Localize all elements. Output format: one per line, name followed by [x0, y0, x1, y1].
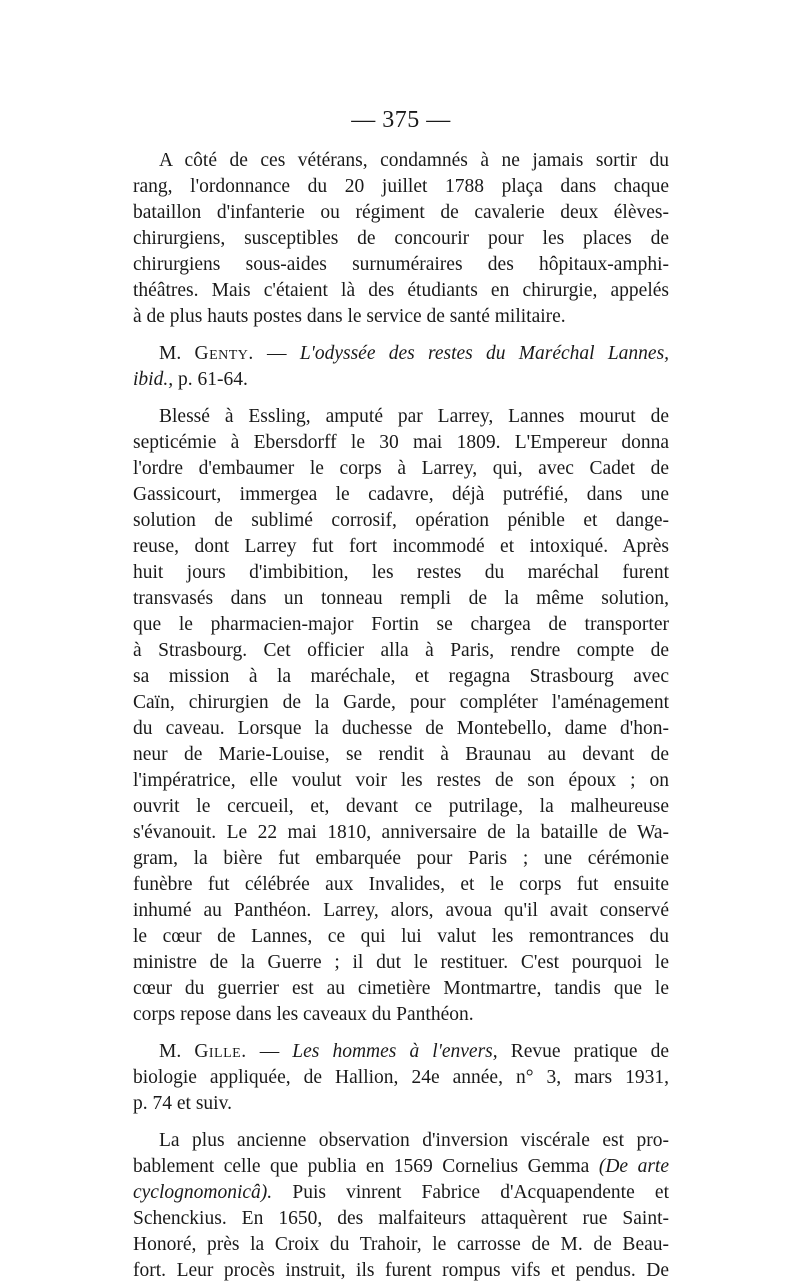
text-line: bataillon d'infanterie ou régiment de cavalerie deux élèves- [133, 202, 669, 223]
author-prefix: M. [159, 1041, 182, 1062]
text-line: le cœur de Lannes, ce qui lui valut les remontrances du [133, 926, 669, 947]
text-segment: Puis vinrent Fabrice d'Acquapendente et [292, 1182, 670, 1203]
reference-line: biologie appliquée, de Hallion, 24e année, n° 3, mars 1931, [133, 1067, 669, 1088]
text-line: reuse, dont Larrey fut fort incommodé et intoxiqué. Après [133, 536, 669, 557]
text-line: solution de sublimé corrosif, opération pénible et dange- [133, 510, 669, 531]
reference-line [133, 1039, 669, 1065]
text-line: ouvrit le cercueil, et, devant ce putrilage, la malheureuse [133, 796, 669, 817]
author-name: Genty. [194, 343, 254, 364]
paragraph-lannes [133, 404, 669, 1028]
text-line: s'évanouit. Le 22 mai 1810, anniversaire de la bataille de Wa- [133, 822, 669, 843]
text-line: chirurgiens, susceptibles de concourir pour les places de [133, 228, 669, 249]
article-title: Les hommes à l'envers, [292, 1041, 498, 1062]
reference-line [133, 367, 669, 393]
page-range: p. 61-64. [177, 369, 248, 390]
text-line: neur de Marie-Louise, se rendit à Braunau au devant de [133, 744, 669, 765]
text-line: que le pharmacien-major Fortin se chargea de transporter [133, 614, 669, 635]
book-title: cyclognomonicâ). [133, 1182, 273, 1203]
paragraph-veterans [133, 148, 669, 330]
text-line: fort. Leur procès instruit, ils furent rompus vifs et pendus. De [133, 1260, 669, 1281]
author-prefix: M. [159, 343, 182, 364]
text-line: gram, la bière fut embarquée pour Paris ; une cérémonie [133, 848, 669, 869]
text-line: l'ordre d'embaumer le corps à Larrey, qui, avec Cadet de [133, 458, 669, 479]
text-line: sa mission à la maréchale, et regagna Strasbourg avec [133, 666, 669, 687]
paragraph-inversion [133, 1128, 669, 1284]
text-line: A côté de ces vétérans, condamnés à ne jamais sortir du [159, 150, 669, 171]
reference-line [133, 341, 669, 367]
book-title: (De arte [598, 1156, 669, 1177]
page-number: — 375 — [351, 107, 451, 133]
text-line: Caïn, chirurgien de la Garde, pour compléter l'aménagement [133, 692, 669, 713]
text-line: inhumé au Panthéon. Larrey, alors, avoua qu'il avait conservé [133, 900, 669, 921]
text-line: rang, l'ordonnance du 20 juillet 1788 plaça dans chaque [133, 176, 669, 197]
text-line: théâtres. Mais c'étaient là des étudiants en chirurgie, appelés [133, 280, 669, 301]
text-line: cœur du guerrier est au cimetière Montmartre, tandis que le [133, 978, 669, 999]
text-line: Schenckius. En 1650, des malfaiteurs attaquèrent rue Saint- [133, 1208, 669, 1229]
text-column [133, 148, 669, 1284]
text-line: La plus ancienne observation d'inversion viscérale est pro- [159, 1130, 669, 1151]
text-line: Honoré, près la Croix du Trahoir, le carrosse de M. de Beau- [133, 1234, 669, 1255]
text-line: Gassicourt, immergea le cadavre, déjà putréfié, dans une [133, 484, 669, 505]
text-line: l'impératrice, elle voulut voir les restes de son époux ; on [133, 770, 669, 791]
text-line: corps repose dans les caveaux du Panthéon. [133, 1004, 474, 1025]
text-line [133, 1180, 669, 1206]
author-name: Gille. [194, 1041, 247, 1062]
journal-name: Revue pratique de [510, 1041, 670, 1062]
ibid: ibid., [133, 369, 174, 390]
text-line: à de plus hauts postes dans le service de santé militaire. [133, 306, 566, 327]
text-line: septicémie à Ebersdorff le 30 mai 1809. L'Empereur donna [133, 432, 669, 453]
reference-gille [133, 1039, 669, 1117]
text-line [133, 1154, 669, 1180]
text-line: transvasés dans un tonneau rempli de la même solution, [133, 588, 669, 609]
text-segment: bablement celle que publia en 1569 Cornelius Gemma [133, 1156, 590, 1177]
article-title: L'odyssée des restes du Maréchal Lannes, [299, 343, 670, 364]
dash: — [259, 1041, 280, 1062]
reference-line: p. 74 et suiv. [133, 1093, 232, 1114]
text-line: Blessé à Essling, amputé par Larrey, Lannes mourut de [159, 406, 669, 427]
text-line: ministre de la Guerre ; il dut le restituer. C'est pourquoi le [133, 952, 669, 973]
text-line: huit jours d'imbibition, les restes du maréchal furent [133, 562, 669, 583]
reference-genty [133, 341, 669, 393]
text-line: funèbre fut célébrée aux Invalides, et le corps fut ensuite [133, 874, 669, 895]
text-line: chirurgiens sous-aides surnuméraires des hôpitaux-amphi- [133, 254, 669, 275]
dash: — [267, 343, 287, 364]
text-line: du caveau. Lorsque la duchesse de Montebello, dame d'hon- [133, 718, 669, 739]
text-line: à Strasbourg. Cet officier alla à Paris, rendre compte de [133, 640, 669, 661]
